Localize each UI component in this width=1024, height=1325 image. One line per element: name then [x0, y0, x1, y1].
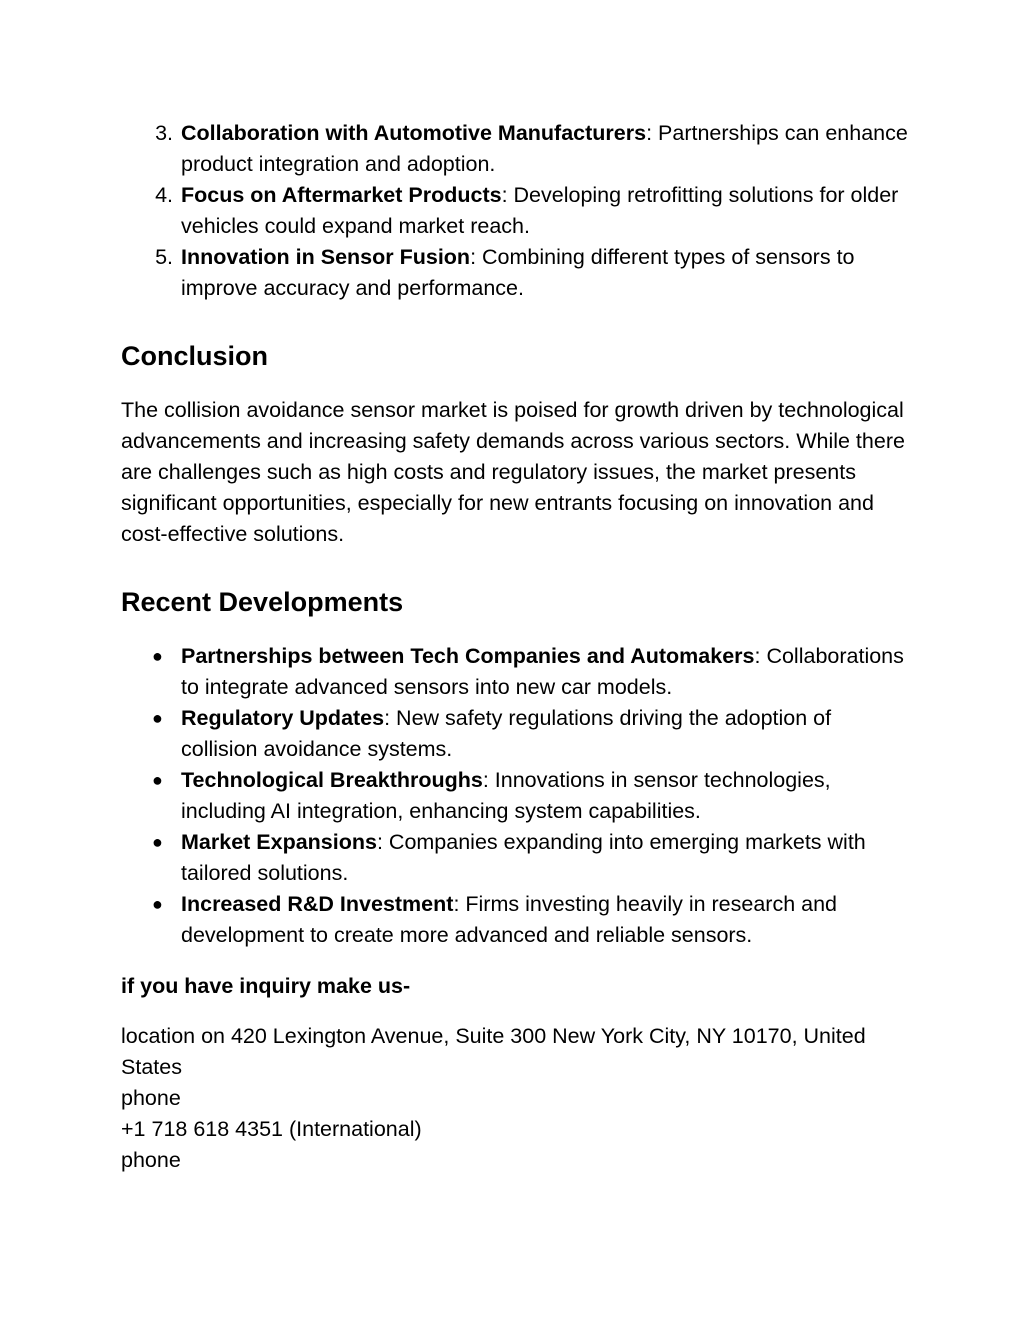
phone-label: phone: [121, 1148, 181, 1172]
list-number: 4.: [155, 183, 173, 207]
document-page: [121, 117, 911, 1176]
list-item-text: : Developing retrofitting solutions for older vehicles could expand market reach.: [181, 183, 899, 238]
bullet-icon: ●: [152, 894, 163, 914]
list-item: [121, 118, 911, 180]
bullet-icon: ●: [152, 770, 163, 790]
list-item-title: Innovation in Sensor Fusion: [181, 245, 471, 269]
list-item: [121, 242, 911, 304]
phone-number: +1 718 618 4351 (International): [121, 1117, 422, 1141]
inquiry-heading: if you have inquiry make us-: [121, 974, 411, 998]
list-item: [121, 703, 911, 765]
list-item: [121, 180, 911, 242]
bullet-list: [121, 641, 911, 951]
list-number: 5.: [155, 245, 173, 269]
list-number: 3.: [155, 121, 173, 145]
list-item: [121, 765, 911, 827]
bullet-icon: ●: [152, 708, 163, 728]
list-item-title: Market Expansions: [181, 830, 377, 854]
bullet-icon: ●: [152, 832, 163, 852]
list-item: [121, 641, 911, 703]
numbered-list: [121, 118, 911, 304]
list-item-title: Focus on Aftermarket Products: [181, 183, 502, 207]
recent-developments-heading: Recent Developments: [121, 587, 404, 617]
list-item-text: : New safety regulations driving the adoption of collision avoidance systems.: [181, 706, 832, 761]
list-item-title: Increased R&D Investment: [181, 892, 454, 916]
contact-block: [121, 1021, 911, 1176]
list-item-text: : Innovations in sensor technologies, including AI integration, enhancing system capabilities.: [181, 768, 831, 823]
location-text: location on 420 Lexington Avenue, Suite 300 New York City, NY 10170, United States: [121, 1024, 866, 1079]
conclusion-heading: Conclusion: [121, 341, 268, 371]
list-item-text: : Collaborations to integrate advanced sensors into new car models.: [181, 644, 904, 699]
list-item-title: Collaboration with Automotive Manufacturers: [181, 121, 647, 145]
list-item-title: Partnerships between Tech Companies and Automakers: [181, 644, 755, 668]
list-item-title: Technological Breakthroughs: [181, 768, 483, 792]
list-item-text: : Companies expanding into emerging markets with tailored solutions.: [181, 830, 866, 885]
list-item-text: : Combining different types of sensors to improve accuracy and performance.: [181, 245, 855, 300]
list-item: [121, 889, 911, 951]
list-item-title: Regulatory Updates: [181, 706, 385, 730]
list-item-text: : Partnerships can enhance product integration and adoption.: [181, 121, 908, 176]
phone-label: phone: [121, 1086, 181, 1110]
list-item: [121, 827, 911, 889]
conclusion-paragraph: The collision avoidance sensor market is poised for growth driven by technological advancements and increasing safety demands across various sectors. While there are challenges such as high costs and regulatory issues, the market presents significant opportunities, especially for new entrants focusing on innovation and cost-effective solutions.: [121, 398, 905, 546]
list-item-text: : Firms investing heavily in research and development to create more advanced and reliable sensors.: [181, 892, 838, 947]
bullet-icon: ●: [152, 646, 163, 666]
